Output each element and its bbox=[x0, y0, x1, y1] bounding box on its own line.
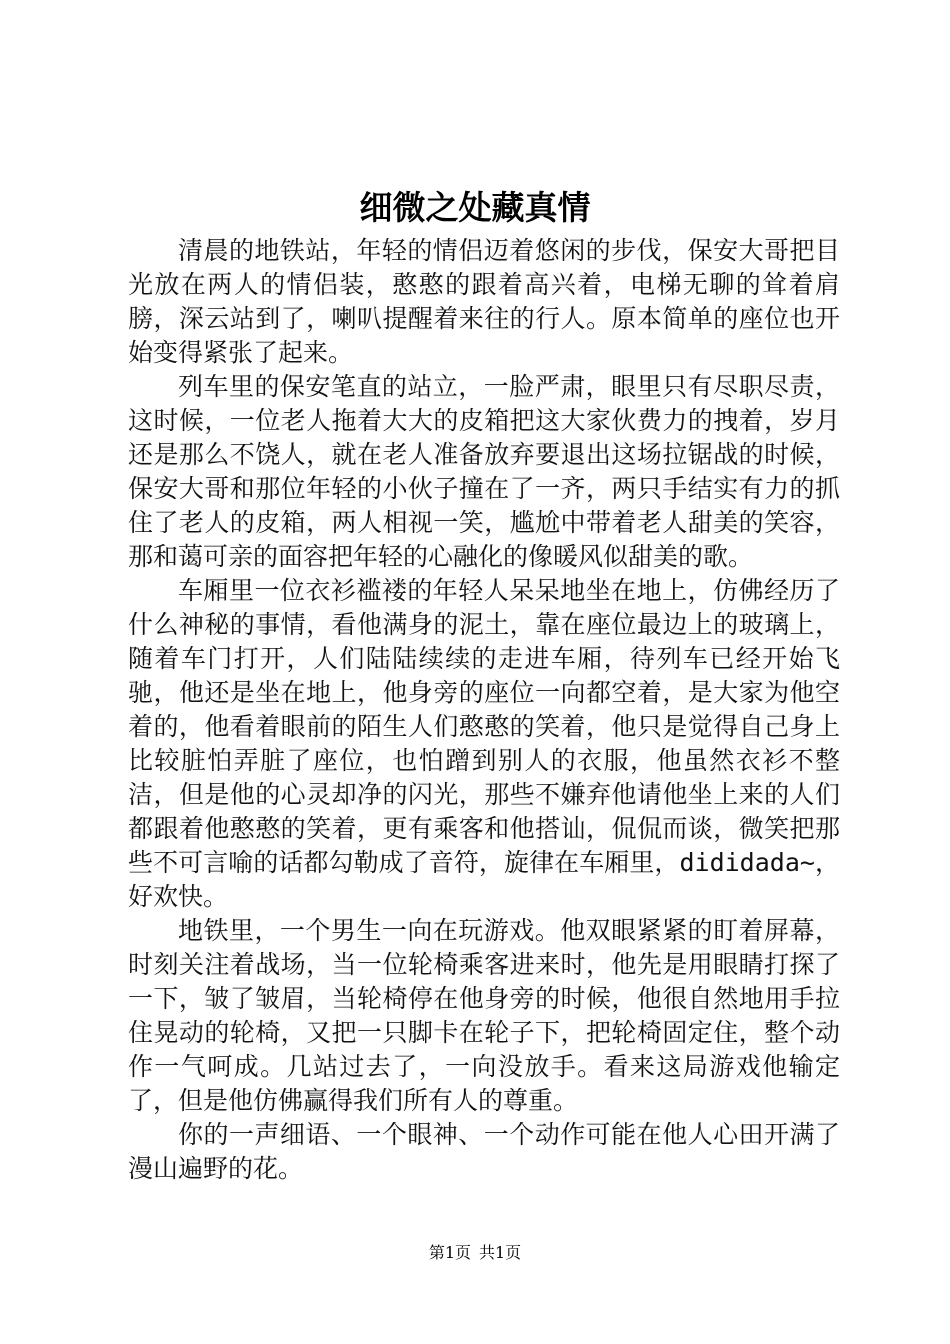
page-number: 第1页 bbox=[428, 1243, 471, 1262]
document-title: 细微之处藏真情 bbox=[359, 188, 591, 227]
page-footer bbox=[0, 1241, 950, 1265]
paragraph: 车厢里一位衣衫褴褛的年轻人呆呆地坐在地上，仿佛经历了什么神秘的事情，看他满身的泥土，靠在座位最边上的玻璃上，随着车门打开，人们陆陆续续的走进车厢，待列车已经开始飞驰，他还是坐在地上，他身旁的座位一向都空着，是大家为他空着的，他看着眼前的陌生人们憨憨的笑着，他只是觉得自己身上比较脏怕弄脏了座位，也怕蹭到别人的衣服，他虽然衣衫不整洁，但是他的心灵却净的闪光，那些不嫌弃他请他坐上来的人们都跟着他憨憨的笑着，更有乘客和他搭讪，侃侃而谈，微笑把那些不可言喻的话都勾勒成了音符，旋律在车厢里，dididada~，好欢快。 bbox=[128, 576, 840, 911]
document-body bbox=[128, 234, 840, 1186]
paragraph: 清晨的地铁站，年轻的情侣迈着悠闲的步伐，保安大哥把目光放在两人的情侣装，憨憨的跟着高兴着，电梯无聊的耸着肩膀，深云站到了，喇叭提醒着来往的行人。原本简单的座位也开始变得紧张了起来。 bbox=[128, 236, 840, 367]
paragraph: 地铁里，一个男生一向在玩游戏。他双眼紧紧的盯着屏幕，时刻关注着战场，当一位轮椅乘客进来时，他先是用眼睛打探了一下，皱了皱眉，当轮椅停在他身旁的时候，他很自然地用手拉住晃动的轮椅，又把一只脚卡在轮子下，把轮椅固定住，整个动作一气呵成。几站过去了，一向没放手。看来这局游戏他输定了，但是他仿佛赢得我们所有人的尊重。 bbox=[128, 916, 840, 1115]
page-total: 共1页 bbox=[479, 1243, 522, 1262]
paragraph: 你的一声细语、一个眼神、一个动作可能在他人心田开满了漫山遍野的花。 bbox=[128, 1120, 840, 1183]
paragraph: 列车里的保安笔直的站立，一脸严肃，眼里只有尽职尽责，这时候，一位老人拖着大大的皮箱把这大家伙费力的拽着，岁月还是那么不饶人，就在老人准备放弃要退出这场拉锯战的时候，保安大哥和那位年轻的小伙子撞在了一齐，两只手结实有力的抓住了老人的皮箱，两人相视一笑，尴尬中带着老人甜美的笑容，那和蔼可亲的面容把年轻的心融化的像暖风似甜美的歌。 bbox=[128, 372, 840, 571]
